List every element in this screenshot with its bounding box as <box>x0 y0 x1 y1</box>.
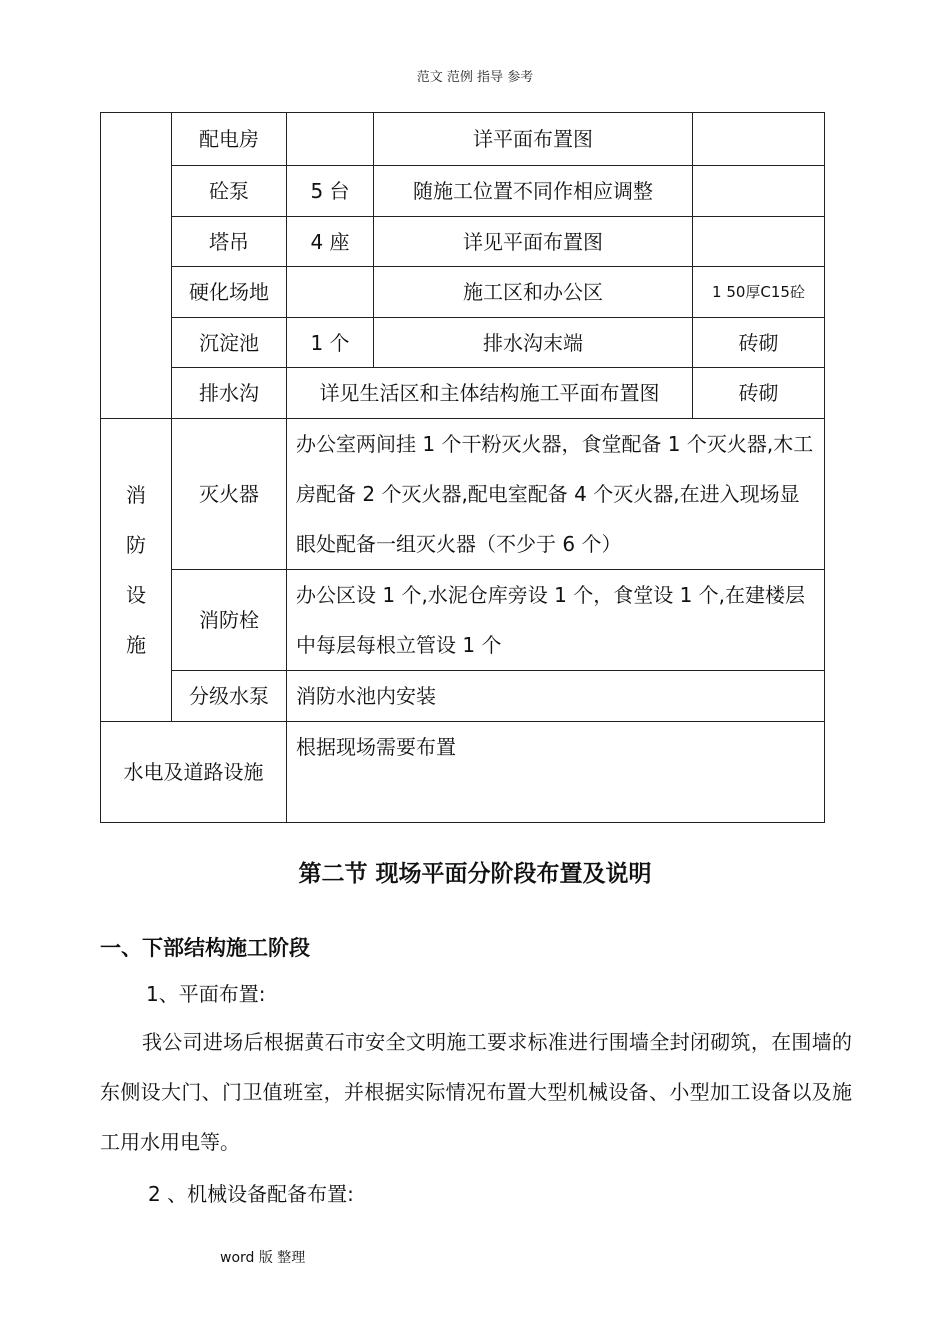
table-cell-name: 消防栓 <box>172 570 287 671</box>
page-header: 范文 范例 指导 参考 <box>416 70 534 85</box>
table-cell-name: 排水沟 <box>172 368 287 419</box>
table-row <box>101 166 825 217</box>
table-cell-note: 砖砌 <box>693 318 825 368</box>
table-cell-qty: 5 台 <box>287 166 374 217</box>
table-cell-qty <box>287 267 374 318</box>
table-cell-location: 排水沟末端 <box>374 318 693 368</box>
table-cell-qty: 4 座 <box>287 217 374 267</box>
table-cell-blank <box>101 113 172 419</box>
table-cell-name: 砼泵 <box>172 166 287 217</box>
section-title: 第二节 现场平面分阶段布置及说明 <box>298 861 652 887</box>
table-cell-note <box>693 166 825 217</box>
table-cell-note <box>693 113 825 166</box>
table-cell-desc: 办公区设 1 个,水泥仓库旁设 1 个，食堂设 1 个,在建楼层中每层每根立管设 1 个 <box>287 570 825 671</box>
table-cell-name: 灭火器 <box>172 419 287 570</box>
table-cell-note: 砖砌 <box>693 368 825 419</box>
table-row <box>101 419 825 570</box>
table-cell-qty <box>287 113 374 166</box>
facility-table <box>100 112 825 823</box>
table-row <box>101 113 825 166</box>
subheading-equipment: 2 、机械设备配备布置: <box>148 1182 354 1206</box>
table-cell-name: 沉淀池 <box>172 318 287 368</box>
table-cell-name: 塔吊 <box>172 217 287 267</box>
utility-name-cell: 水电及道路设施 <box>101 722 287 823</box>
table-cell-name: 硬化场地 <box>172 267 287 318</box>
table-row <box>101 217 825 267</box>
table-cell-qty: 1 个 <box>287 318 374 368</box>
fire-category-label: 消防设施 <box>126 483 146 657</box>
table-cell-location: 详平面布置图 <box>374 113 693 166</box>
table-cell-note: 1 50厚C15砼 <box>693 267 825 318</box>
table-row <box>101 722 825 823</box>
table-cell-name: 配电房 <box>172 113 287 166</box>
table-cell-location: 施工区和办公区 <box>374 267 693 318</box>
body-paragraph: 我公司进场后根据黄石市安全文明施工要求标准进行围墙全封闭砌筑，在围墙的东侧设大门、门卫值班室，并根据实际情况布置大型机械设备、小型加工设备以及施工用水用电等。 <box>100 1030 852 1154</box>
table-cell-location: 详见生活区和主体结构施工平面布置图 <box>287 368 693 419</box>
table-cell-note <box>693 217 825 267</box>
table-row <box>101 570 825 671</box>
table-row <box>101 318 825 368</box>
page-footer: word 版 整理 <box>220 1250 306 1266</box>
table-cell-location: 详见平面布置图 <box>374 217 693 267</box>
table-cell-location: 随施工位置不同作相应调整 <box>374 166 693 217</box>
fire-category-cell <box>101 419 172 722</box>
table-row <box>101 671 825 722</box>
table-row <box>101 368 825 419</box>
table-cell-desc: 消防水池内安装 <box>287 671 825 722</box>
table-cell-name: 分级水泵 <box>172 671 287 722</box>
subheading-layout: 1、平面布置: <box>146 982 266 1006</box>
table-row <box>101 267 825 318</box>
table-cell-desc: 办公室两间挂 1 个干粉灭火器，食堂配备 1 个灭火器,木工房配备 2 个灭火器,配电室配备 4 个灭火器,在进入现场显眼处配备一组灭火器（不少于 6 个） <box>287 419 825 570</box>
utility-desc-cell: 根据现场需要布置 <box>287 722 825 823</box>
heading-level1: 一、下部结构施工阶段 <box>100 936 310 960</box>
